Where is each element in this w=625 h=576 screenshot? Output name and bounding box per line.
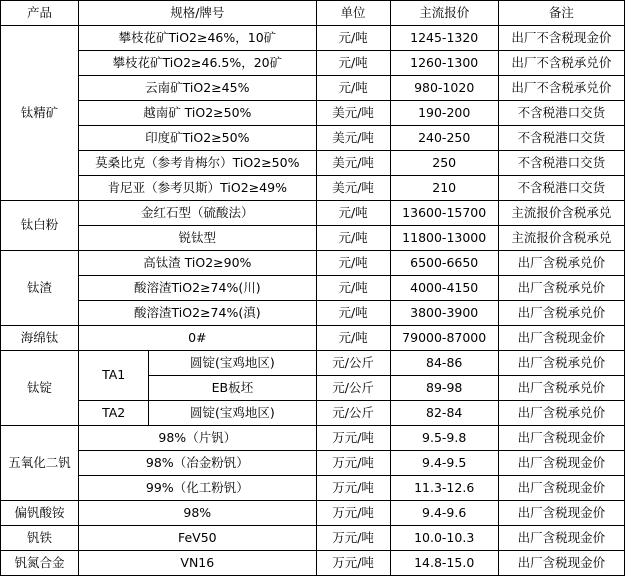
price-cell: 79000-87000 bbox=[390, 326, 498, 351]
note-cell: 不含税港口交货 bbox=[498, 126, 624, 151]
spec-cell: 98%（片钒） bbox=[79, 426, 316, 451]
unit-cell: 美元/吨 bbox=[316, 101, 390, 126]
table-row bbox=[1, 151, 625, 176]
table-row bbox=[1, 351, 625, 376]
header-price: 主流报价 bbox=[390, 1, 498, 26]
unit-cell: 元/吨 bbox=[316, 301, 390, 326]
unit-cell: 元/吨 bbox=[316, 251, 390, 276]
price-cell: 9.4-9.5 bbox=[390, 451, 498, 476]
price-cell: 190-200 bbox=[390, 101, 498, 126]
note-cell: 出厂不含税承兑价 bbox=[498, 76, 624, 101]
table-row bbox=[1, 26, 625, 51]
category-cell: 偏钒酸铵 bbox=[1, 501, 79, 526]
unit-cell: 元/吨 bbox=[316, 26, 390, 51]
price-cell: 14.8-15.0 bbox=[390, 551, 498, 576]
note-cell: 主流报价含税承兑 bbox=[498, 226, 624, 251]
price-cell: 10.0-10.3 bbox=[390, 526, 498, 551]
table-row bbox=[1, 501, 625, 526]
grade-cell: TA1 bbox=[79, 351, 149, 401]
note-cell: 主流报价含税承兑 bbox=[498, 201, 624, 226]
unit-cell: 万元/吨 bbox=[316, 501, 390, 526]
category-cell: 钒铁 bbox=[1, 526, 79, 551]
price-cell: 250 bbox=[390, 151, 498, 176]
price-cell: 89-98 bbox=[390, 376, 498, 401]
unit-cell: 元/吨 bbox=[316, 51, 390, 76]
note-cell: 出厂含税承兑价 bbox=[498, 276, 624, 301]
header-product: 产品 bbox=[1, 1, 79, 26]
header-note: 备注 bbox=[498, 1, 624, 26]
table-row bbox=[1, 301, 625, 326]
table-row bbox=[1, 326, 625, 351]
category-cell: 钒氮合金 bbox=[1, 551, 79, 576]
price-cell: 9.5-9.8 bbox=[390, 426, 498, 451]
spec-cell: 98% bbox=[79, 501, 316, 526]
category-cell: 钛白粉 bbox=[1, 201, 79, 251]
note-cell: 出厂含税现金价 bbox=[498, 426, 624, 451]
price-cell: 1245-1320 bbox=[390, 26, 498, 51]
table-row bbox=[1, 451, 625, 476]
note-cell: 出厂含税承兑价 bbox=[498, 251, 624, 276]
unit-cell: 万元/吨 bbox=[316, 476, 390, 501]
spec-cell: 0# bbox=[79, 326, 316, 351]
spec-cell: FeV50 bbox=[79, 526, 316, 551]
price-cell: 82-84 bbox=[390, 401, 498, 426]
price-cell: 11.3-12.6 bbox=[390, 476, 498, 501]
note-cell: 出厂含税现金价 bbox=[498, 551, 624, 576]
spec-cell: 越南矿 TiO2≥50% bbox=[79, 101, 316, 126]
table-row bbox=[1, 226, 625, 251]
grade-cell: TA2 bbox=[79, 401, 149, 426]
unit-cell: 元/吨 bbox=[316, 276, 390, 301]
price-cell: 4000-4150 bbox=[390, 276, 498, 301]
note-cell: 不含税港口交货 bbox=[498, 151, 624, 176]
unit-cell: 元/公斤 bbox=[316, 376, 390, 401]
note-cell: 出厂含税现金价 bbox=[498, 326, 624, 351]
unit-cell: 元/公斤 bbox=[316, 351, 390, 376]
table-row bbox=[1, 276, 625, 301]
spec-cell: 圆锭(宝鸡地区) bbox=[149, 401, 316, 426]
note-cell: 出厂含税承兑价 bbox=[498, 401, 624, 426]
category-cell: 钛渣 bbox=[1, 251, 79, 326]
spec-cell: 酸溶渣TiO2≥74%(滇) bbox=[79, 301, 316, 326]
unit-cell: 万元/吨 bbox=[316, 526, 390, 551]
spec-cell: 莫桑比克（参考肯梅尔）TiO2≥50% bbox=[79, 151, 316, 176]
note-cell: 不含税港口交货 bbox=[498, 176, 624, 201]
unit-cell: 万元/吨 bbox=[316, 551, 390, 576]
unit-cell: 元/吨 bbox=[316, 76, 390, 101]
spec-cell: EB板坯 bbox=[149, 376, 316, 401]
spec-cell: 99%（化工粉钒） bbox=[79, 476, 316, 501]
unit-cell: 元/吨 bbox=[316, 201, 390, 226]
category-cell: 海绵钛 bbox=[1, 326, 79, 351]
price-cell: 9.4-9.6 bbox=[390, 501, 498, 526]
spec-cell: 高钛渣 TiO2≥90% bbox=[79, 251, 316, 276]
note-cell: 出厂含税现金价 bbox=[498, 501, 624, 526]
spec-cell: 攀枝花矿TiO2≥46.5%，20矿 bbox=[79, 51, 316, 76]
category-cell: 钛精矿 bbox=[1, 26, 79, 201]
spec-cell: 98%（冶金粉钒） bbox=[79, 451, 316, 476]
note-cell: 出厂含税现金价 bbox=[498, 526, 624, 551]
unit-cell: 元/公斤 bbox=[316, 401, 390, 426]
table-row bbox=[1, 201, 625, 226]
spec-cell: 锐钛型 bbox=[79, 226, 316, 251]
spec-cell: 印度矿TiO2≥50% bbox=[79, 126, 316, 151]
table-row bbox=[1, 51, 625, 76]
spec-cell: 圆锭(宝鸡地区) bbox=[149, 351, 316, 376]
unit-cell: 美元/吨 bbox=[316, 126, 390, 151]
note-cell: 出厂含税承兑价 bbox=[498, 376, 624, 401]
price-cell: 980-1020 bbox=[390, 76, 498, 101]
category-cell: 五氧化二钒 bbox=[1, 426, 79, 501]
table-row bbox=[1, 551, 625, 576]
price-cell: 240-250 bbox=[390, 126, 498, 151]
spec-cell: 攀枝花矿TiO2≥46%，10矿 bbox=[79, 26, 316, 51]
price-cell: 11800-13000 bbox=[390, 226, 498, 251]
note-cell: 出厂不含税现金价 bbox=[498, 26, 624, 51]
unit-cell: 元/吨 bbox=[316, 226, 390, 251]
note-cell: 出厂含税现金价 bbox=[498, 476, 624, 501]
table-header-row bbox=[1, 1, 625, 26]
price-cell: 6500-6650 bbox=[390, 251, 498, 276]
note-cell: 出厂含税承兑价 bbox=[498, 301, 624, 326]
table-row bbox=[1, 401, 625, 426]
price-cell: 210 bbox=[390, 176, 498, 201]
unit-cell: 万元/吨 bbox=[316, 451, 390, 476]
note-cell: 不含税港口交货 bbox=[498, 101, 624, 126]
header-spec: 规格/牌号 bbox=[79, 1, 316, 26]
table-row bbox=[1, 476, 625, 501]
table-row bbox=[1, 251, 625, 276]
spec-cell: 云南矿TiO2≥45% bbox=[79, 76, 316, 101]
table-row bbox=[1, 426, 625, 451]
note-cell: 出厂含税现金价 bbox=[498, 451, 624, 476]
table-row bbox=[1, 76, 625, 101]
spec-cell: 金红石型（硫酸法） bbox=[79, 201, 316, 226]
spec-cell: VN16 bbox=[79, 551, 316, 576]
table-row bbox=[1, 126, 625, 151]
unit-cell: 元/吨 bbox=[316, 326, 390, 351]
unit-cell: 万元/吨 bbox=[316, 426, 390, 451]
table-row bbox=[1, 526, 625, 551]
price-cell: 1260-1300 bbox=[390, 51, 498, 76]
unit-cell: 美元/吨 bbox=[316, 151, 390, 176]
note-cell: 出厂含税承兑价 bbox=[498, 351, 624, 376]
note-cell: 出厂不含税承兑价 bbox=[498, 51, 624, 76]
price-cell: 84-86 bbox=[390, 351, 498, 376]
spec-cell: 酸溶渣TiO2≥74%(川) bbox=[79, 276, 316, 301]
table-row bbox=[1, 176, 625, 201]
header-unit: 单位 bbox=[316, 1, 390, 26]
price-cell: 13600-15700 bbox=[390, 201, 498, 226]
spec-cell: 肯尼亚（参考贝斯）TiO2≥49% bbox=[79, 176, 316, 201]
table-row bbox=[1, 101, 625, 126]
category-cell: 钛锭 bbox=[1, 351, 79, 426]
unit-cell: 美元/吨 bbox=[316, 176, 390, 201]
price-cell: 3800-3900 bbox=[390, 301, 498, 326]
